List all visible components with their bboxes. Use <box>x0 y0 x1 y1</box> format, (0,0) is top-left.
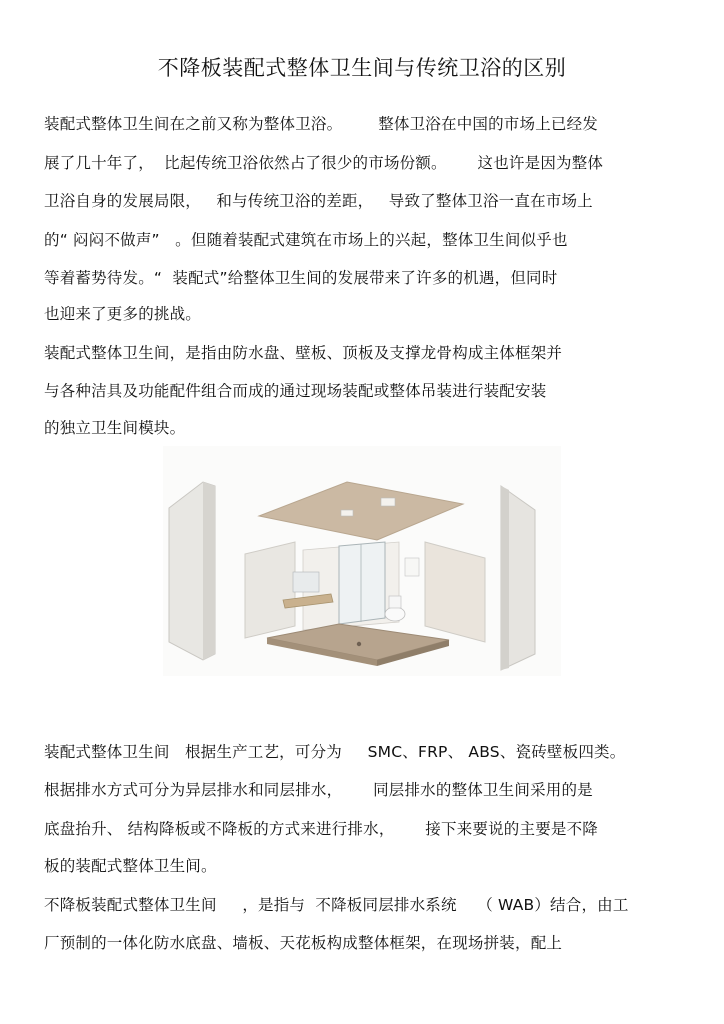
paragraph4-line1: 不降板装配式整体卫生间 ，是指与 不降板同层排水系统 （ WAB）结合，由工 <box>44 896 629 914</box>
toilet <box>385 607 405 621</box>
paragraph1-line6: 也迎来了更多的挑战。 <box>44 305 202 323</box>
ceiling-panel <box>259 482 463 540</box>
paragraph1-line4: 的“ 闷闷不做声” 。但随着装配式建筑在市场上的兴起，整体卫生间似乎也 <box>44 231 568 249</box>
back-wall-left <box>245 542 295 638</box>
paragraph1-line1: 装配式整体卫生间在之前又称为整体卫浴。 整体卫浴在中国的市场上已经发 <box>44 115 598 133</box>
paragraph3-line2: 根据排水方式可分为异层排水和同层排水， 同层排水的整体卫生间采用的是 <box>44 781 593 799</box>
back-wall-right <box>425 542 485 642</box>
exploded-bathroom-illustration <box>163 446 561 676</box>
shower-enclosure <box>339 542 385 624</box>
paragraph1-line2: 展了几十年了， 比起传统卫浴依然占了很少的市场份额。 这也许是因为整体 <box>44 154 604 172</box>
paragraph3-line1: 装配式整体卫生间 根据生产工艺，可分为 SMC、FRP、 ABS、瓷砖壁板四类。 <box>44 743 626 761</box>
floor-tray <box>267 624 449 660</box>
page-title: 不降板装配式整体卫生间与传统卫浴的区别 <box>157 56 567 80</box>
paragraph1-line3: 卫浴自身的发展局限， 和与传统卫浴的差距， 导致了整体卫浴一直在市场上 <box>44 192 593 210</box>
paragraph2-line1: 装配式整体卫生间，是指由防水盘、壁板、顶板及支撑龙骨构成主体框架并 <box>44 344 563 362</box>
paragraph2-line3: 的独立卫生间模块。 <box>44 419 186 437</box>
paragraph4-line2: 厂预制的一体化防水底盘、墙板、天花板构成整体框架，在现场拼装，配上 <box>44 934 563 952</box>
paragraph2-line2: 与各种洁具及功能配件组合而成的通过现场装配或整体吊装进行装配安装 <box>44 382 547 400</box>
paragraph3-line3: 底盘抬升、 结构降板或不降板的方式来进行排水， 接下来要说的主要是不降 <box>44 820 598 838</box>
paragraph3-line4: 板的装配式整体卫生间。 <box>44 857 217 875</box>
paragraph1-line5: 等着蓄势待发。“ 装配式”给整体卫生间的发展带来了许多的机遇，但同时 <box>44 269 558 287</box>
